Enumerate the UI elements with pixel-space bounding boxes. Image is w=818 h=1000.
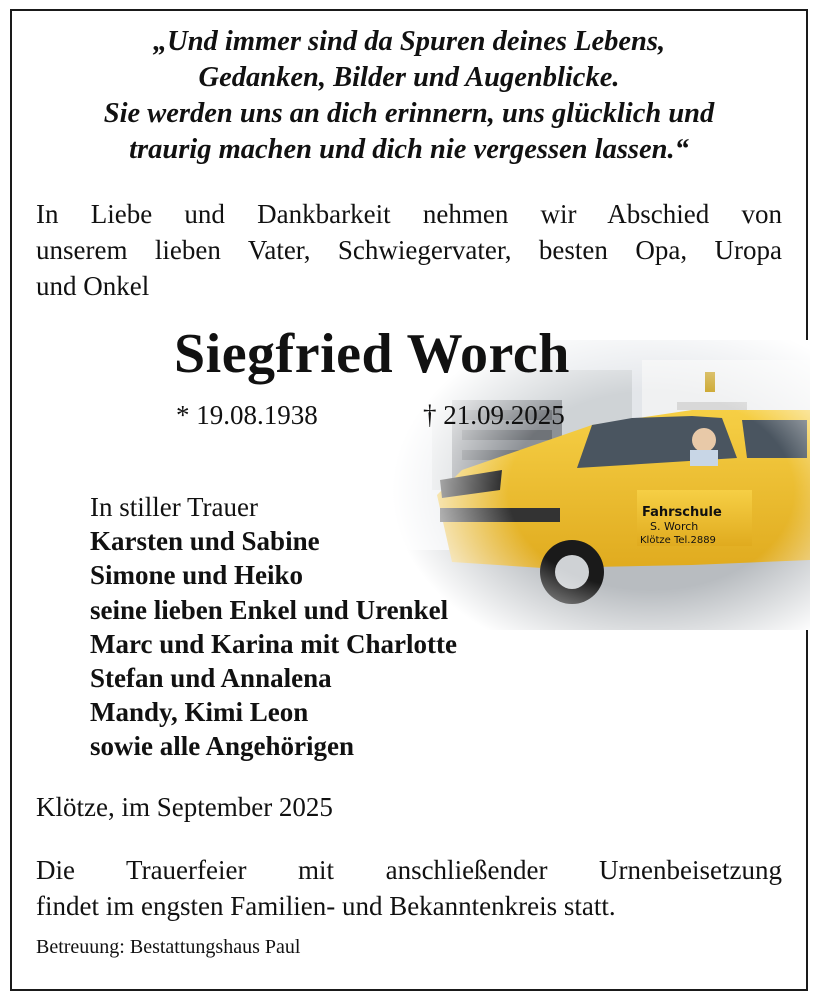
quote-line: „Und immer sind da Spuren deines Lebens, <box>152 26 666 57</box>
quote-line: Gedanken, Bilder und Augenblicke. <box>198 62 620 93</box>
memorial-quote <box>0 24 818 168</box>
mourner-name: Simone und Heiko <box>90 560 304 591</box>
deceased-name: Siegfried Worch <box>174 323 570 385</box>
quote-line: Sie werden uns an dich erinnern, uns glücklich und <box>103 98 715 129</box>
mourners-intro: In stiller Trauer <box>90 492 258 522</box>
intro-line: unserem lieben Vater, Schwiegervater, besten Opa, Uropa <box>36 235 782 265</box>
mourner-name: Marc und Karina mit Charlotte <box>90 628 457 659</box>
birth-date: * 19.08.1938 <box>176 400 318 430</box>
mourner-name: Stefan und Annalena <box>90 663 332 694</box>
ceremony-info <box>36 852 782 924</box>
death-date: † 21.09.2025 <box>423 400 565 430</box>
mourners-list <box>90 490 457 764</box>
undertaker-credit: Betreuung: Bestattungshaus Paul <box>36 936 301 958</box>
mourner-name: Mandy, Kimi Leon <box>90 697 309 728</box>
place-and-date: Klötze, im September 2025 <box>36 792 333 822</box>
quote-line: traurig machen und dich nie vergessen lassen.“ <box>129 134 689 165</box>
mourner-name: Karsten und Sabine <box>90 526 320 557</box>
mourner-name: sowie alle Angehörigen <box>90 731 354 762</box>
ceremony-line: Die Trauerfeier mit anschließender Urnenbeisetzung <box>36 855 782 885</box>
intro-text <box>36 196 782 304</box>
mourner-name: seine lieben Enkel und Urenkel <box>90 594 449 625</box>
intro-line: und Onkel <box>36 271 150 301</box>
intro-line: In Liebe und Dankbarkeit nehmen wir Abschied von <box>36 199 782 229</box>
ceremony-line: findet im engsten Familien- und Bekanntenkreis statt. <box>36 891 616 921</box>
